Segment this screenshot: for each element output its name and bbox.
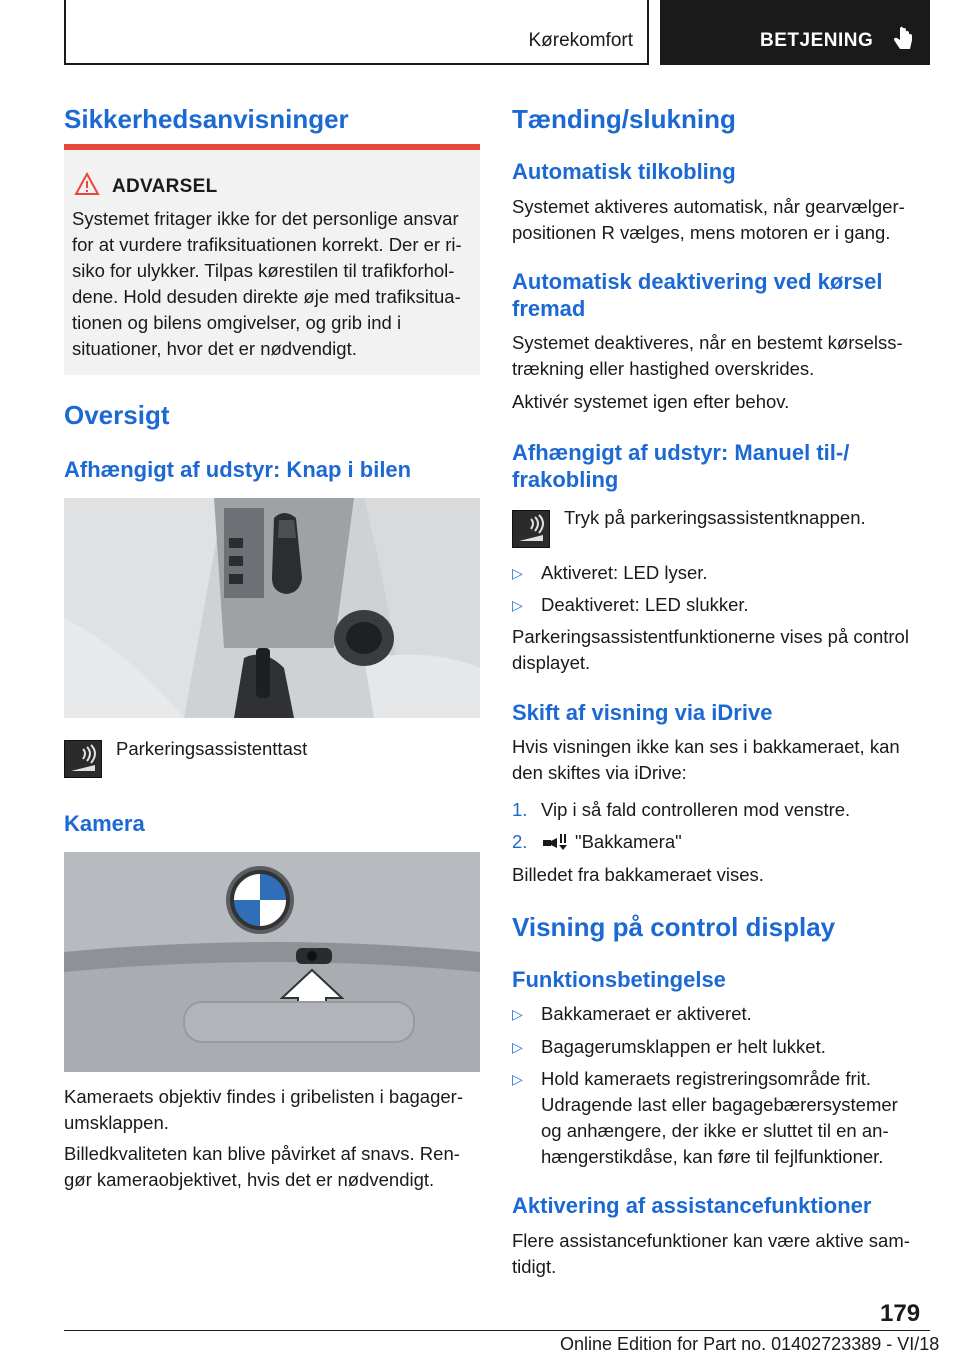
header-section-box xyxy=(64,0,649,65)
bullet-triangle-icon: ▷ xyxy=(512,565,523,581)
bullet-triangle-icon: ▷ xyxy=(512,1039,523,1055)
park-assist-button-icon-2 xyxy=(512,510,550,548)
camera-text-2: Billedkvaliteten kan blive påvirket af snavs. Rengør kameraobjektivet, hvis det er nødvendigt. xyxy=(64,1143,460,1190)
camera-text-1: Kameraets objektiv findes i gribelisten i bagagerumsklappen. xyxy=(64,1086,463,1133)
manual-text-2: Parkeringsassistentfunktionerne vises på control displayet. xyxy=(512,626,909,673)
footer-edition: Online Edition for Part no. 01402723389 - VI/18 xyxy=(560,1334,940,1354)
center-console-photo xyxy=(64,498,480,718)
camera-heading: Kamera xyxy=(64,811,145,836)
display-heading: Visning på control display xyxy=(512,912,836,942)
overview-heading: Oversigt xyxy=(64,400,170,430)
assist-text: Flere assistancefunktioner kan være aktive samtidigt. xyxy=(512,1230,910,1277)
bullet-triangle-icon: ▷ xyxy=(512,1006,523,1022)
idrive-result: Billedet fra bakkameraet vises. xyxy=(512,864,764,885)
rear-camera-photo xyxy=(64,852,480,1072)
manual-text: Tryk på parkeringsassistentknappen. xyxy=(564,507,866,528)
bullet-triangle-icon: ▷ xyxy=(512,1071,523,1087)
idrive-text: Hvis visningen ikke kan ses i bakkameraet, kan den skiftes via iDrive: xyxy=(512,736,900,783)
header-chapter-title: BETJENING xyxy=(760,30,874,51)
auto-off-text: Systemet deaktiveres, når en bestemt kørselsstrækning eller hastighed overskrides. xyxy=(512,332,903,379)
auto-off-text-2: Aktivér systemet igen efter behov. xyxy=(512,391,790,412)
bullet-triangle-icon: ▷ xyxy=(512,597,523,613)
page-number: 179 xyxy=(880,1300,921,1327)
safety-heading: Sikkerhedsanvisninger xyxy=(64,104,349,134)
on-off-heading: Tænding/slukning xyxy=(512,104,736,134)
warning-text: Systemet fritager ikke for det personlige ansvar for at vurdere trafiksituationen korrekt. Der er risiko for ulykker. Tilpas kørestilen til trafikforholdene. Hold desuden direkte øje med trafiksituationen og bilens omgivelser, og grib ind i situationer, hvor det er nødvendigt. xyxy=(72,208,462,359)
footer-divider xyxy=(64,1330,930,1331)
auto-on-heading: Automatisk tilkobling xyxy=(512,159,736,184)
header-section-title: Kørekomfort xyxy=(528,30,633,51)
conditions-heading: Funktionsbetingelse xyxy=(512,967,726,992)
assist-heading: Aktivering af assistancefunktioner xyxy=(512,1193,872,1218)
warning-box xyxy=(64,144,480,375)
idrive-heading: Skift af visning via iDrive xyxy=(512,700,773,725)
button-heading: Afhængigt af udstyr: Knap i bilen xyxy=(64,457,412,482)
warning-title: ADVARSEL xyxy=(112,176,218,197)
auto-on-text: Systemet aktiveres automatisk, når gearvælgerpositionen R vælges, mens motoren er i gang. xyxy=(512,196,905,243)
manual-heading: Afhængigt af udstyr: Manuel til-/ frakobling xyxy=(512,440,850,492)
header-chapter-box xyxy=(660,0,930,65)
auto-off-heading: Automatisk deaktivering ved kørsel fremad xyxy=(512,269,883,321)
warning-triangle-icon xyxy=(74,172,100,196)
park-assist-button-caption: Parkeringsassistenttast xyxy=(116,738,308,759)
park-assist-button-icon xyxy=(64,740,102,778)
camera-menu-icon xyxy=(541,831,569,853)
hand-pointer-icon xyxy=(892,26,914,52)
